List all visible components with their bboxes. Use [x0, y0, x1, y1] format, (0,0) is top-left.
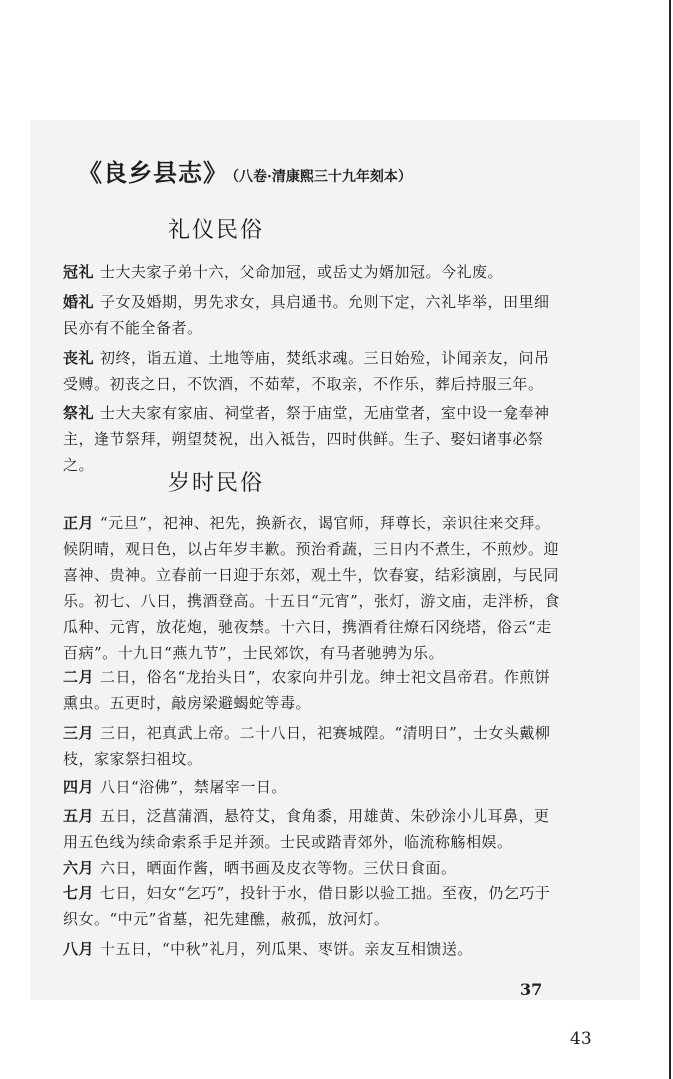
entry-guanli — [63, 259, 563, 285]
entry-label: 八月 — [63, 940, 95, 958]
entry-text: 五日，泛菖蒲酒，悬符艾，食角黍，用雄黄、朱砂涂小儿耳鼻，更用五色线为续命索系手足并颈。士民或踏青郊外，临流称觞相娱。 — [63, 807, 550, 851]
entry-text: 初终，诣五道、土地等庙，焚纸求魂。三日始殓，讣闻亲友，问吊受赙。初丧之日，不饮酒，不茹荤，不取亲，不作乐，葬后持服三年。 — [63, 349, 550, 393]
entry-siyue — [63, 774, 563, 800]
edition-note: （八卷·清康熙三十九年刻本） — [232, 169, 412, 185]
section-heading-liyi: 礼仪民俗 — [168, 218, 265, 243]
entry-wuyue — [63, 803, 563, 855]
entry-text: 十五日，“中秋”礼月，列瓜果、枣饼。亲友互相馈送。 — [100, 940, 473, 958]
entry-text: 七日，妇女“乞巧”，投针于水，借日影以验工拙。至夜，仍乞巧于织女。“中元”省墓，祀先建醮，赦孤，放河灯。 — [63, 884, 551, 928]
entry-text: 八日“浴佛”，禁屠宰一日。 — [100, 778, 287, 796]
entry-label: 五月 — [63, 807, 95, 825]
entry-liuyue — [63, 855, 563, 881]
entry-sanyue — [63, 720, 563, 772]
entry-qiyue — [63, 880, 563, 932]
entry-label: 七月 — [63, 884, 95, 902]
entry-label: 四月 — [63, 778, 95, 796]
entry-text: 三日，祀真武上帝。二十八日，祀赛城隍。“清明日”，士女头戴柳枝，家家祭扫祖坟。 — [63, 724, 551, 768]
entry-text: 子女及婚期，男先求女，具启通书。允则下定，六礼毕举，田里细民亦有不能全备者。 — [63, 293, 550, 337]
entry-label: 三月 — [63, 724, 95, 742]
entry-sangli — [63, 345, 563, 397]
entry-text: 六日，晒面作酱，晒书画及皮衣等物。三伏日食面。 — [100, 859, 457, 877]
entry-hunli — [63, 289, 563, 341]
entry-text: 士大夫家子弟十六，父命加冠，或岳丈为婿加冠。今礼废。 — [100, 263, 504, 281]
entry-text: 士大夫家有家庙、祠堂者，祭于庙堂，无庙堂者，室中设一龛奉神主，逢节祭拜，朔望焚祝，出入祗告，四时供鲜。生子、娶妇诸事必祭之。 — [63, 404, 550, 474]
entry-text: 二日，俗名“龙抬头日”，农家向井引龙。绅士祀文昌帝君。作煎饼熏虫。五更时，敲房梁避蝎蛇等毒。 — [63, 668, 551, 712]
entry-text: “元旦”，祀神、祀先，换新衣，谒官师，拜尊长，亲识往来交拜。候阴晴，观日色，以占年岁丰歉。预治肴蔬，三日内不煮生，不煎炒。迎喜神、贵神。立春前一日迎于东郊，观土牛，饮春宴，结彩演剧，与民同乐。初七、八日，携酒登高。十五日“元宵”，张灯，游文庙，走泮桥，食瓜种、元宵，放花炮，驰夜禁。十六日，携酒肴往燎石冈绕塔，俗云“走百病”。十九日“燕九节”，士民郊饮，有马者驰骋为乐。 — [63, 514, 560, 662]
entry-zhengyue — [63, 510, 563, 666]
entry-label: 六月 — [63, 859, 95, 877]
entry-jili — [63, 400, 563, 478]
entry-eryue — [63, 664, 563, 716]
document-title-row — [78, 153, 412, 188]
entry-label: 冠礼 — [63, 263, 95, 281]
document-title: 《良乡县志》 — [78, 158, 228, 187]
entry-bayue — [63, 936, 563, 962]
entry-label: 祭礼 — [63, 404, 95, 422]
entry-label: 正月 — [63, 514, 95, 532]
pdf-page-number: 43 — [570, 1029, 592, 1049]
book-page-number: 37 — [520, 980, 543, 999]
entry-label: 丧礼 — [63, 349, 95, 367]
entry-label: 婚礼 — [63, 293, 95, 311]
entry-label: 二月 — [63, 668, 95, 686]
section-heading-suishi: 岁时民俗 — [168, 471, 265, 496]
